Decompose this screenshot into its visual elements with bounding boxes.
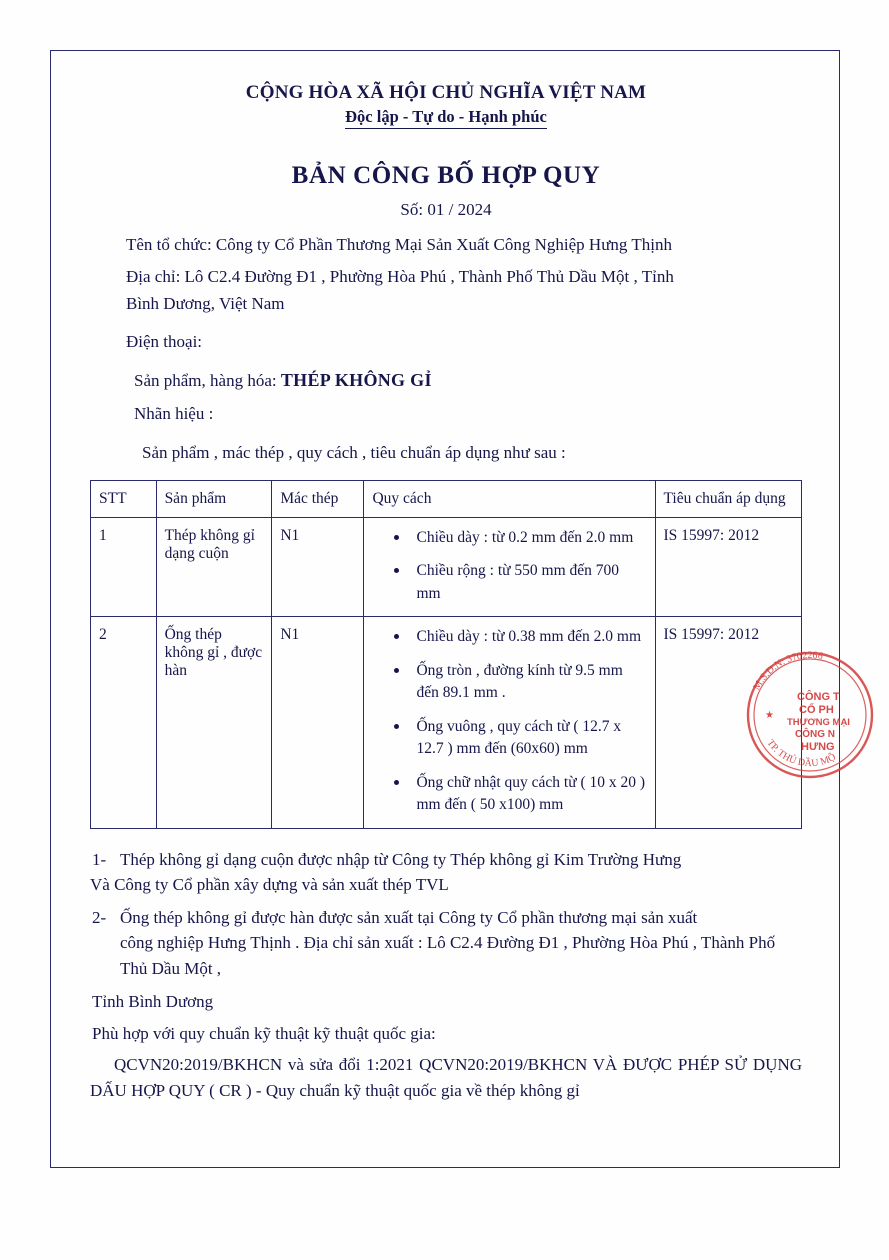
product-line — [90, 367, 802, 395]
product-label: Sản phẩm, hàng hóa: — [134, 371, 281, 391]
svg-text:CÔNG N: CÔNG N — [795, 729, 835, 740]
table-row — [91, 517, 802, 616]
conformity-line: Phù hợp với quy chuẩn kỹ thuật kỹ thuật quốc gia: — [92, 1023, 436, 1043]
national-title: CỘNG HÒA XÃ HỘI CHỦ NGHĨA VIỆT NAM — [245, 82, 647, 103]
spec-item: Chiều rộng : từ 550 mm đến 700 mm — [394, 560, 646, 605]
cell-grade: N1 — [272, 517, 364, 616]
spec-item: Ống tròn , đường kính từ 9.5 mm đến 89.1 mm . — [394, 660, 646, 705]
column-header-product: Sản phẩm — [156, 480, 272, 517]
svg-text:M.S.D.N: 3702266: M.S.D.N: 3702266 — [751, 649, 824, 693]
table-header-row — [91, 480, 802, 517]
note-number: 1- — [92, 849, 107, 869]
footer-section — [90, 989, 802, 1103]
note-continuation: Và Công ty Cổ phần xây dựng và sản xuất thép TVL — [90, 875, 449, 895]
cell-stt: 1 — [91, 517, 157, 616]
organization-line: Tên tổ chức: Công ty Cổ Phần Thương Mại Sản Xuất Công Nghiệp Hưng Thịnh — [126, 235, 672, 254]
column-header-standard: Tiêu chuẩn áp dụng — [655, 480, 802, 517]
cell-product: Thép không gỉ dạng cuộn — [156, 517, 272, 616]
intro-line: Sản phẩm , mác thép , quy cách , tiêu chuẩn áp dụng như sau : — [142, 442, 566, 462]
page-title: BẢN CÔNG BỐ HỢP QUY — [291, 162, 601, 189]
note-item — [90, 847, 802, 873]
svg-text:HƯNG: HƯNG — [801, 741, 835, 753]
svg-text:CÔNG T: CÔNG T — [797, 691, 840, 703]
cell-standard: IS 15997: 2012 — [655, 517, 802, 616]
cell-product: Ống thép không gỉ , được hàn — [156, 617, 272, 828]
spec-item: Chiều dày : từ 0.2 mm đến 2.0 mm — [394, 527, 646, 549]
note-continuation: công nghiệp Hưng Thịnh . Địa chỉ sản xuất : Lô C2.4 Đường Đ1 , Phường Hòa Phú , Thành Phố Thủ Dầu Một , — [120, 933, 776, 978]
column-header-grade: Mác thép — [272, 480, 364, 517]
cell-standard: IS 15997: 2012 — [655, 617, 802, 828]
document-number: Số: 01 / 2024 — [400, 200, 492, 219]
svg-text:THƯƠNG MẠI: THƯƠNG MẠI — [787, 717, 850, 728]
svg-text:★: ★ — [765, 710, 774, 721]
notes-section — [90, 847, 802, 982]
phone-line: Điện thoại: — [126, 332, 203, 352]
brand-line: Nhãn hiệu : — [134, 404, 214, 424]
note-text: Thép không gỉ dạng cuộn được nhập từ Công ty Thép không gỉ Kim Trường Hưng — [120, 849, 682, 869]
column-header-spec: Quy cách — [364, 480, 655, 517]
spec-list — [372, 527, 646, 605]
spec-item: Ống chữ nhật quy cách từ ( 10 x 20 ) mm đến ( 50 x100) mm — [394, 772, 646, 817]
spec-item: Ống vuông , quy cách từ ( 12.7 x 12.7 ) mm đến (60x60) mm — [394, 716, 646, 761]
svg-text:CỔ PH: CỔ PH — [799, 704, 834, 716]
document-content — [68, 58, 824, 1113]
cell-spec — [364, 517, 655, 616]
national-motto: Độc lập - Tự do - Hạnh phúc — [345, 107, 547, 129]
national-heading-block — [90, 82, 802, 220]
column-header-stt: STT — [91, 480, 157, 517]
standard-line: QCVN20:2019/BKHCN và sửa đổi 1:2021 QCVN20:2019/BKHCN VÀ ĐƯỢC PHÉP SỬ DỤNG DẤU HỢP QUY ( CR ) - Quy chuẩn kỹ thuật quốc gia về thép không gỉ — [90, 1055, 802, 1100]
province-line: Tỉnh Bình Dương — [92, 992, 214, 1012]
note-item — [90, 905, 802, 931]
product-value: THÉP KHÔNG GỈ — [280, 370, 432, 391]
address-line-1: Địa chỉ: Lô C2.4 Đường Đ1 , Phường Hòa Phú , Thành Phố Thủ Dầu Một , Tỉnh — [126, 267, 674, 287]
address-line-2: Bình Dương, Việt Nam — [126, 293, 285, 313]
cell-grade: N1 — [272, 617, 364, 828]
table-row — [91, 617, 802, 828]
cell-spec — [364, 617, 655, 828]
note-text: Ống thép không gỉ được hàn được sản xuất tại Công ty Cổ phần thương mại sản xuất — [120, 907, 698, 927]
cell-stt: 2 — [91, 617, 157, 828]
spec-list — [372, 626, 646, 816]
specification-table — [90, 480, 802, 829]
spec-item: Chiều dày : từ 0.38 mm đến 2.0 mm — [394, 626, 646, 648]
svg-text:TP. THỦ DẦU MỘ: TP. THỦ DẦU MỘ — [764, 737, 838, 770]
note-number: 2- — [92, 907, 107, 927]
